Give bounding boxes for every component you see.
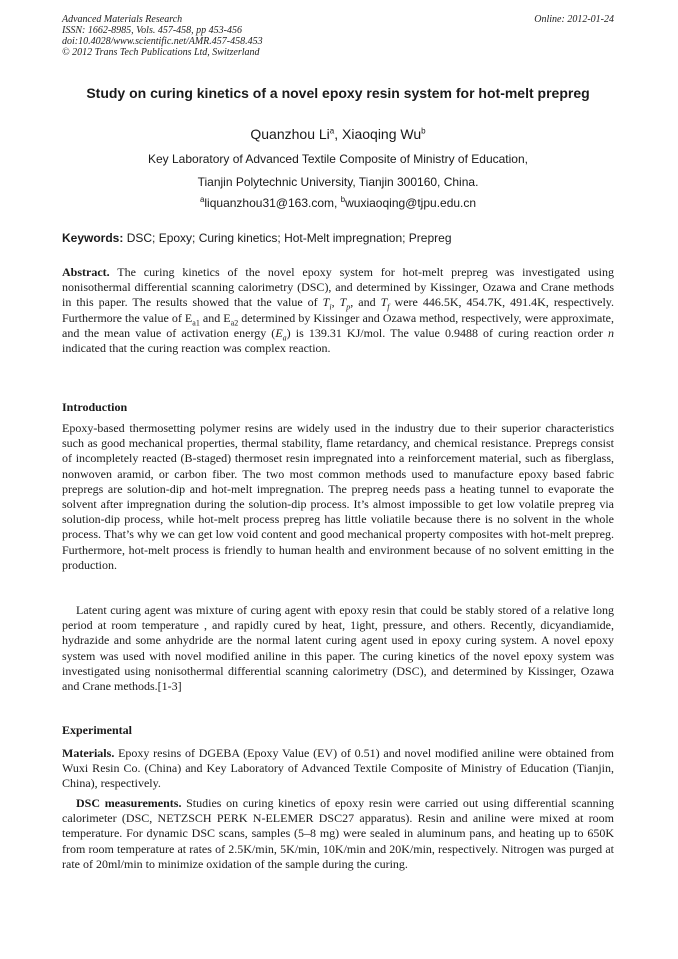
materials-label: Materials. <box>62 746 115 760</box>
symbol-E: E <box>275 325 283 340</box>
section-heading: Introduction <box>62 400 128 414</box>
subscript: i <box>329 302 332 312</box>
paper-title: Study on curing kinetics of a novel epoxy resin system for hot-melt prepreg <box>86 85 590 101</box>
author-affiliation-mark: b <box>421 126 426 136</box>
affiliation-line: Tianjin Polytechnic University, Tianjin 300160, China. <box>197 175 479 189</box>
abstract-text: determined by Kissinger and Ozawa method, respectively, were approximate, and the mean value of activation energy ( <box>62 310 614 340</box>
introduction-paragraph: Latent curing agent was mixture of curing agent with epoxy resin that could be stably stored of a relative long period at room temperature , and rapidly cured by heat, 1ight, pressure, and others. Recently, dicyandiamide, hydrazide and some anhydride are the normal latent curing agent used in epoxy curing system. A novel epoxy system was used with novel modified aniline in this paper. The curing kinetics of the novel epoxy system was investigated using nonisothermal differential scanning calorimetry (DSC), and determined by Kissinger, Ozawa and Crane methods.[1-3] <box>62 603 614 694</box>
author-list <box>62 126 614 142</box>
symbol-T: T <box>380 295 388 310</box>
subscript: a2 <box>230 318 239 327</box>
symbol-T: T <box>322 295 330 310</box>
abstract-text: indicated that the curing reaction was complex reaction. <box>62 341 331 356</box>
author-separator: , <box>334 126 343 142</box>
email-mark: b <box>340 195 346 204</box>
email-mark: a <box>199 195 205 204</box>
online-date: Online: 2012-01-24 <box>534 14 614 25</box>
abstract-text: ) is 139.31 KJ/mol. The value 0.9488 of curing reaction order <box>286 325 608 340</box>
materials-text: Epoxy resins of DGEBA (Epoxy Value (EV) of 0.51) and novel modified aniline were obtained from Wuxi Resin Co. (China) and Key Laboratory of Advanced Textile Composite of Ministry of Education (Tianjin, China), respectively. <box>62 746 614 791</box>
email-line <box>62 196 614 210</box>
subscript: a1 <box>192 318 200 327</box>
issn-line: ISSN: 1662-8985, Vols. 457-458, pp 453-456 <box>62 25 242 36</box>
keywords <box>62 231 614 245</box>
symbol-n: n <box>608 325 614 340</box>
journal-name: Advanced Materials Research <box>62 14 183 25</box>
abstract-text: The curing kinetics of the novel epoxy system for hot-melt prepreg was investigated using nonisothermal differential scanning calorimetry (DSC), and determined by Kissinger, Ozawa and Crane methods in this paper. The results showed that the value of <box>62 265 614 310</box>
abstract <box>62 265 614 356</box>
abstract-text: and E <box>199 310 231 325</box>
abstract-label: Abstract. <box>62 265 110 279</box>
abstract-text: were 446.5K, 454.7K, 491.4K, respectively. Furthermore the value of E <box>62 295 615 325</box>
author-name: Quanzhou Li <box>250 126 330 142</box>
abstract-text: , <box>331 295 340 310</box>
copyright-line: © 2012 Trans Tech Publications Ltd, Switzerland <box>62 47 260 58</box>
author-name: Xiaoqing Wu <box>342 126 422 142</box>
keywords-text: DSC; Epoxy; Curing kinetics; Hot-Melt impregnation; Prepreg <box>123 231 452 245</box>
section-heading: Experimental <box>62 723 132 737</box>
subscript: p <box>346 302 351 312</box>
doi-link[interactable]: doi:10.4028/www.scientific.net/AMR.457-458.453 <box>62 36 263 47</box>
affiliation-line: Key Laboratory of Advanced Textile Composite of Ministry of Education, <box>148 152 528 166</box>
materials-paragraph <box>62 746 614 792</box>
email-address[interactable]: liquanzhou31@163.com, <box>204 196 341 210</box>
symbol-T: T <box>339 295 347 310</box>
author-affiliation-mark: a <box>329 126 335 136</box>
journal-header <box>62 14 263 58</box>
dsc-label: DSC measurements. <box>76 796 182 810</box>
keywords-label: Keywords: <box>62 231 124 245</box>
subscript: f <box>387 302 390 312</box>
introduction-paragraph: Epoxy-based thermosetting polymer resins are widely used in the industry due to their superior characteristics such as good mechanical properties, thermal stability, flame retardancy, and chemical resistance. Prepregs consist of incompletely reacted (B-staged) thermoset resin impregnated into a reinforcement material, such as fiberglass, nonwoven aramid, or carbon fiber. The two most common methods used to manufacture epoxy based fabric prepregs are solution-dip and hot-melt impregnation. The prepreg needs pass a heating tunnel to evaporate the solvent after impregnation during the solution-dip process. It’s almost impossible to get low volatile prepreg via solution-dip process, while hot-melt process prepreg has little voliatile because there is no solvent in the whole process. That’s why we can get low void content and good mechanical property composites with hot-melt prepreg. Furthermore, hot-melt process is friendly to human health and environment because of no solvent emitting in the production. <box>62 421 614 572</box>
subscript: a <box>282 333 287 343</box>
abstract-text: , and <box>350 295 381 310</box>
email-address[interactable]: wuxiaoqing@tjpu.edu.cn <box>345 196 477 210</box>
dsc-text: Studies on curing kinetics of epoxy resin were carried out using differential scanning calorimeter (DSC, NETZSCH PERK N-ELEMER DSC27 apparatus). Resin and aniline were mixed at room temperature. For dynamic DSC scans, samples (5–8 mg) were sealed in aluminum pans, and heating up to 650K from room temperature at rates of 2.5K/min, 5K/min, 10K/min and 20K/min, respectively. Nitrogen was purged at rate of 20ml/min to minimize oxidation of the sample during the curing. <box>62 796 614 871</box>
dsc-paragraph <box>62 796 614 872</box>
